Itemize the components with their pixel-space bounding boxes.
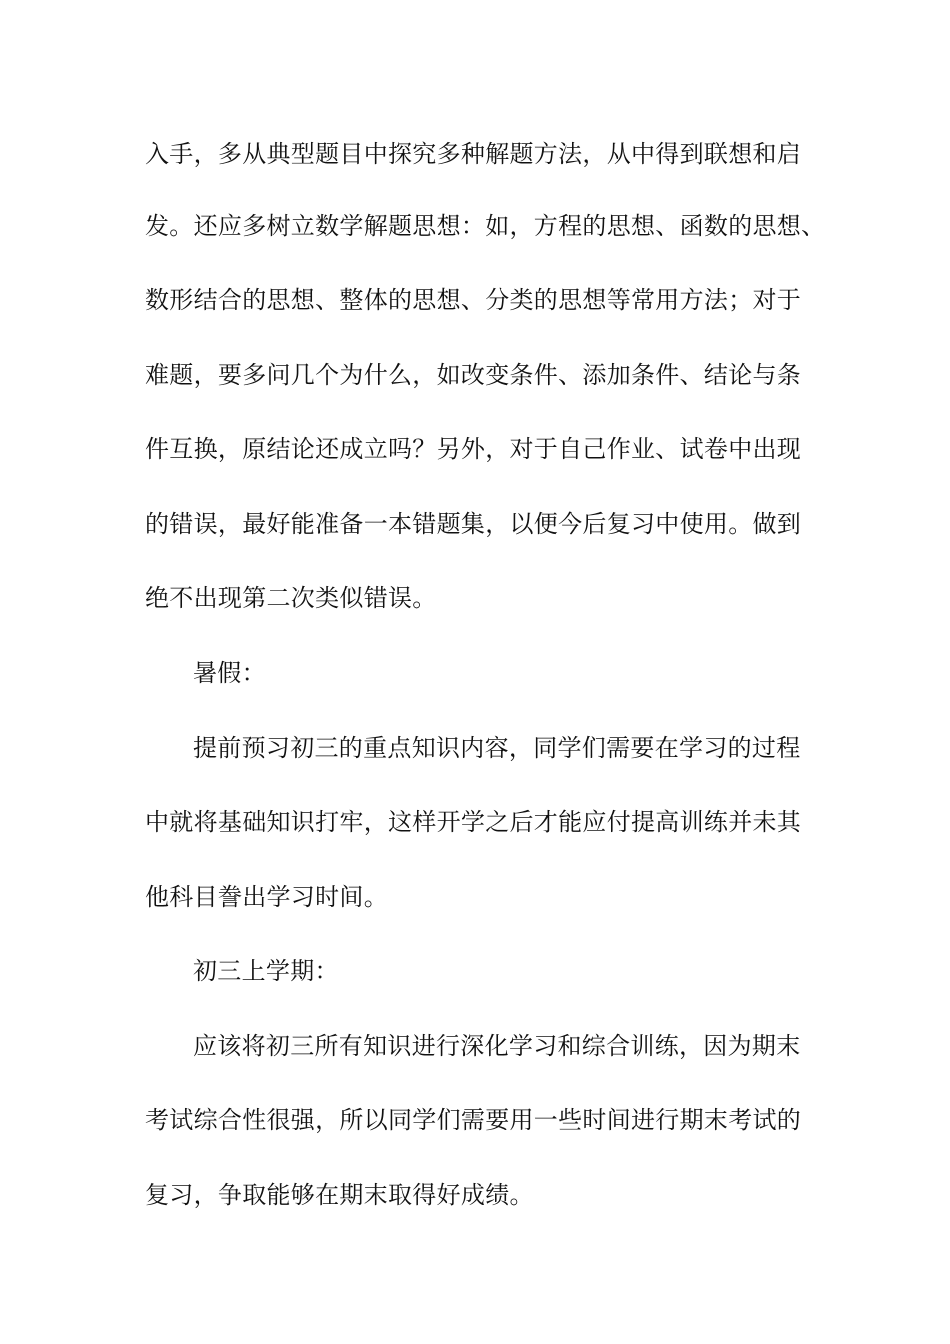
- paragraph-line: 复习，争取能够在期末取得好成绩。: [145, 1181, 534, 1209]
- paragraph-line: 的错误，最好能准备一本错题集，以便今后复习中使用。做到: [145, 510, 802, 538]
- section-heading-summer: 暑假：: [193, 659, 266, 687]
- paragraph-line: 中就将基础知识打牢，这样开学之后才能应付提高训练并未其: [145, 808, 802, 836]
- paragraph-line: 提前预习初三的重点知识内容，同学们需要在学习的过程: [193, 734, 801, 762]
- paragraph-line: 他科目誊出学习时间。: [145, 883, 388, 911]
- paragraph-line: 应该将初三所有知识进行深化学习和综合训练，因为期末: [193, 1032, 801, 1060]
- paragraph-line: 数形结合的思想、整体的思想、分类的思想等常用方法；对于: [145, 286, 802, 314]
- paragraph-line: 入手，多从典型题目中探究多种解题方法，从中得到联想和启: [145, 140, 802, 168]
- paragraph-line: 件互换，原结论还成立吗？另外，对于自己作业、试卷中出现: [145, 435, 802, 463]
- paragraph-line: 绝不出现第二次类似错误。: [145, 584, 437, 612]
- section-heading-first-semester: 初三上学期：: [193, 957, 339, 985]
- paragraph-line: 难题，要多问几个为什么，如改变条件、添加条件、结论与条: [145, 361, 802, 389]
- paragraph-line: 发。还应多树立数学解题思想：如，方程的思想、函数的思想、: [145, 212, 826, 240]
- paragraph-line: 考试综合性很强，所以同学们需要用一些时间进行期末考试的: [145, 1106, 802, 1134]
